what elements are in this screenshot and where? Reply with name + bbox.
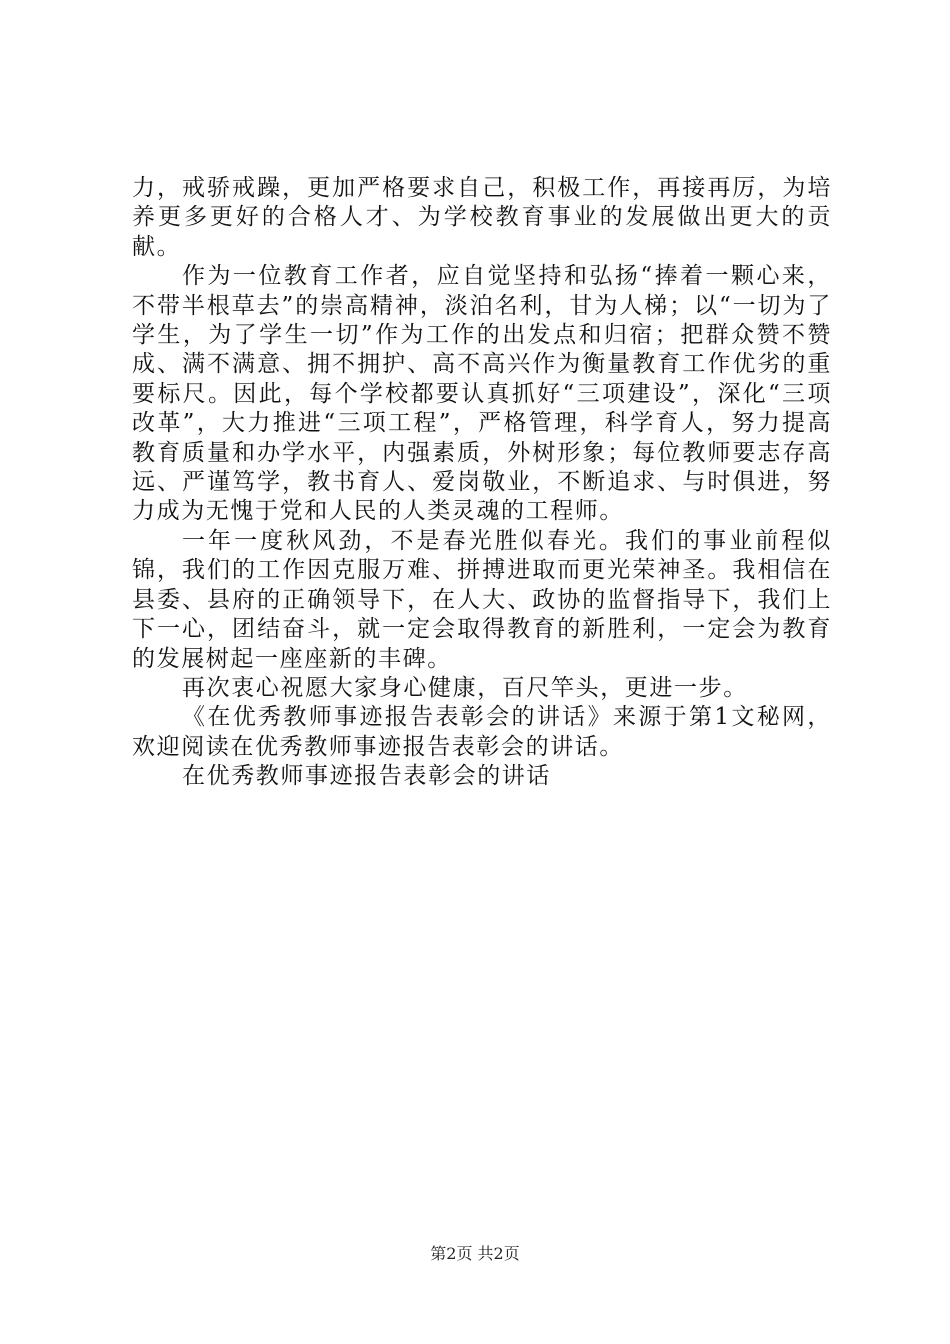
paragraph-continuation: 力，戒骄戒躁，更加严格要求自己，积极工作，再接再厉，为培养更多更好的合格人才、为学校教育事业的发展做出更大的贡献。 [132,175,832,260]
paragraph-title-repeat: 在优秀教师事迹报告表彰会的讲话 [182,763,551,790]
paragraph-educator-duty: 作为一位教育工作者，应自觉坚持和弘扬“捧着一颗心来，不带半根草去”的崇高精神，淡泊名利，甘为人梯；以“一切为了学生，为了学生一切”作为工作的出发点和归宿；把群众赞不赞成、满不满意、拥不拥护、高不高兴作为衡量教育工作优劣的重要标尺。因此，每个学校都要认真抓好“三项建设”，深化“三项改革”，大力推进“三项工程”，严格管理，科学育人，努力提高教育质量和办学水平，内强素质，外树形象；每位教师要志存高远、严谨笃学，教书育人、爱岗敬业，不断追求、与时俱进，努力成为无愧于党和人民的人类灵魂的工程师。 [132,263,832,525]
page-number-footer: 第2页 共2页 [430,1244,520,1263]
paragraph-future-outlook: 一年一度秋风劲，不是春光胜似春光。我们的事业前程似锦，我们的工作因克服万难、拼搏进取而更光荣神圣。我相信在县委、县府的正确领导下，在人大、政协的监督指导下，我们上下一心，团结奋斗，就一定会取得教育的新胜利，一定会为教育的发展树起一座座新的丰碑。 [132,527,832,672]
document-body [132,174,832,792]
paragraph-closing-wishes: 再次衷心祝愿大家身心健康，百尺竿头，更进一步。 [182,674,748,701]
paragraph-source-note: 《在优秀教师事迹报告表彰会的讲话》来源于第1文秘网，欢迎阅读在优秀教师事迹报告表彰会的讲话。 [132,704,832,760]
